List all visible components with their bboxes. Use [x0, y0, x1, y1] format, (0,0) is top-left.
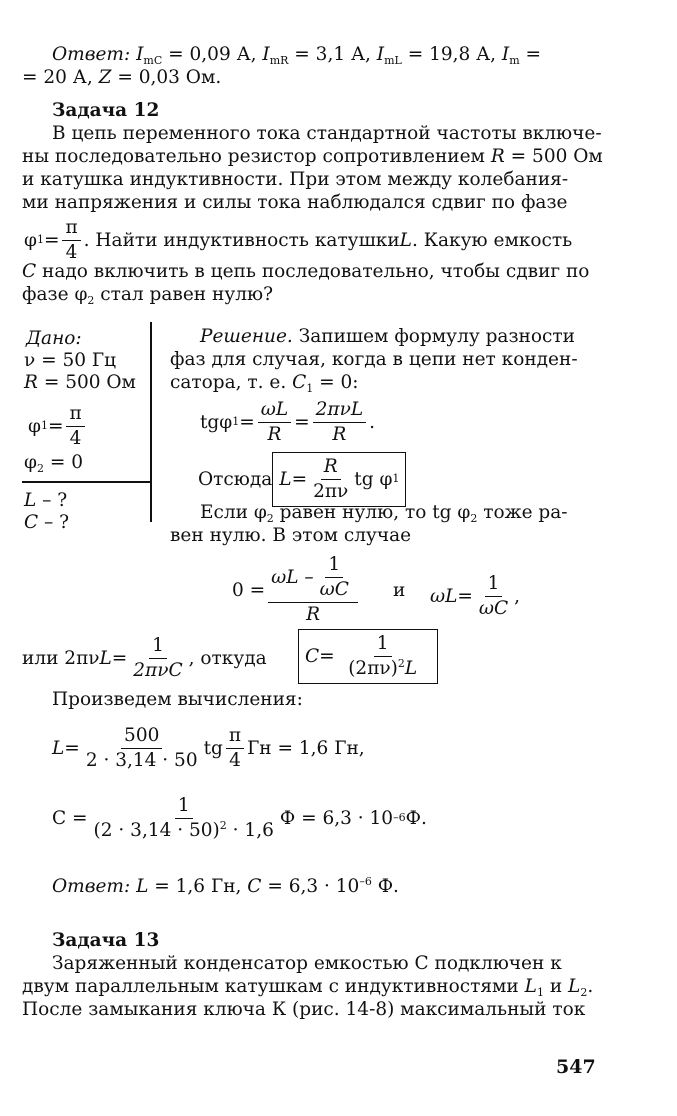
- answer-line: Ответ: L = 1,6 Гн, $C = 6,3 \cdot 10^{-6}$ Ф.: [52, 875, 399, 897]
- given-divider-vertical: [150, 322, 152, 522]
- given-label: Дано:: [26, 328, 82, 349]
- calc-C: C = $\frac{1}{(2 \cdot 3,14 \cdot 50)^2 \cdot 1,6}$ Ф = 6,3 · 10 –6 Ф.: [52, 794, 427, 841]
- task12-text-line5: φ 1 = $\frac{\pi}{4}$ . Найти индуктивность катушки L . Какую емкость: [24, 216, 573, 263]
- given-phi1: φ 1 = $\frac{\pi}{4}$: [28, 400, 88, 452]
- result-box-C: C = $\frac{1}{(2\pi\nu)^2L}$: [298, 626, 438, 686]
- formula-or: или 2πν L = $\frac{1}{\text{2πνC}}$ , откуда: [22, 634, 267, 681]
- result-box-L: L = $\frac{R}{2\pi\nu}$ tg φ 1: [272, 452, 406, 507]
- given-nu: ν = 50 Гц: [24, 350, 117, 371]
- calc-label: Произведем вычисления:: [52, 689, 303, 710]
- prev-answer-line1: Ответ: $I_{mC} = 0,09$ А, $I_{mR} = 3,1$ А, $I_{mL} = 19,8$ А, $I_m$ =: [52, 44, 542, 67]
- find-L: L – ?: [24, 490, 68, 511]
- formula-wL: ωL = $\frac{1}{\omega C}$ ,: [430, 572, 521, 619]
- formula-L-boxed: Отсюда L = $\frac{R}{2\pi\nu}$ tg φ 1: [198, 452, 406, 506]
- formula-zero: 0 = ωL – $\frac{1}{\omega C}$ R: [232, 550, 361, 630]
- solution-line4: Если $\varphi_2$ равен нулю, то tg $\varphi_2$ тоже ра-: [200, 502, 568, 525]
- prev-answer-line2: = 20 А, Z = 0,03 Ом.: [22, 67, 222, 88]
- task12-text-line7: фазе $\varphi_2$ стал равен нулю?: [22, 284, 273, 307]
- given-phi2: $\varphi_2 = 0$: [24, 452, 84, 475]
- task13-text-line1: Заряженный конденсатор емкостью С подключен к: [52, 953, 562, 974]
- find-C: C – ?: [24, 512, 70, 533]
- solution-line2: фаз для случая, когда в цепи нет конден-: [170, 349, 578, 370]
- task13-text-line2: двум параллельным катушкам с индуктивностями $L_1$ и $L_2$.: [22, 976, 594, 999]
- task12-text-line6: C надо включить в цепь последовательно, чтобы сдвиг по: [22, 261, 590, 282]
- formula-tg-phi1: tgφ 1 = $\frac{\omega L}{R}$ = $\frac{\text{2πνL}}{R}$ .: [200, 398, 375, 445]
- formula-and: и: [393, 580, 406, 601]
- task13-text-line3: После замыкания ключа К (рис. 14-8) максимальный ток: [22, 999, 586, 1020]
- task12-text-line1: В цепь переменного тока стандартной частоты включе-: [52, 123, 602, 144]
- task12-text-line3: и катушка индуктивности. При этом между колебания-: [22, 169, 569, 190]
- task13-title: Задача 13: [52, 930, 160, 951]
- task12-text-line4: ми напряжения и силы тока наблюдался сдвиг по фазе: [22, 192, 568, 213]
- given-R: R = 500 Ом: [24, 372, 136, 393]
- calc-L: L = $\frac{500}{2 \cdot 3,14 \cdot 50}$ tg $\frac{\pi}{4}$ Гн = 1,6 Гн,: [52, 724, 365, 771]
- solution-line3: сатора, т. е. $C_1 = 0$:: [170, 372, 359, 395]
- task12-text-line2: ны последовательно резистор сопротивлением R = 500 Ом: [22, 146, 603, 167]
- page-number: 547: [556, 1056, 596, 1078]
- solution-line1: Решение. Запишем формулу разности: [200, 326, 575, 347]
- task12-title: Задача 12: [52, 100, 160, 121]
- given-divider-horizontal: [22, 481, 150, 483]
- solution-line5: вен нулю. В этом случае: [170, 525, 412, 546]
